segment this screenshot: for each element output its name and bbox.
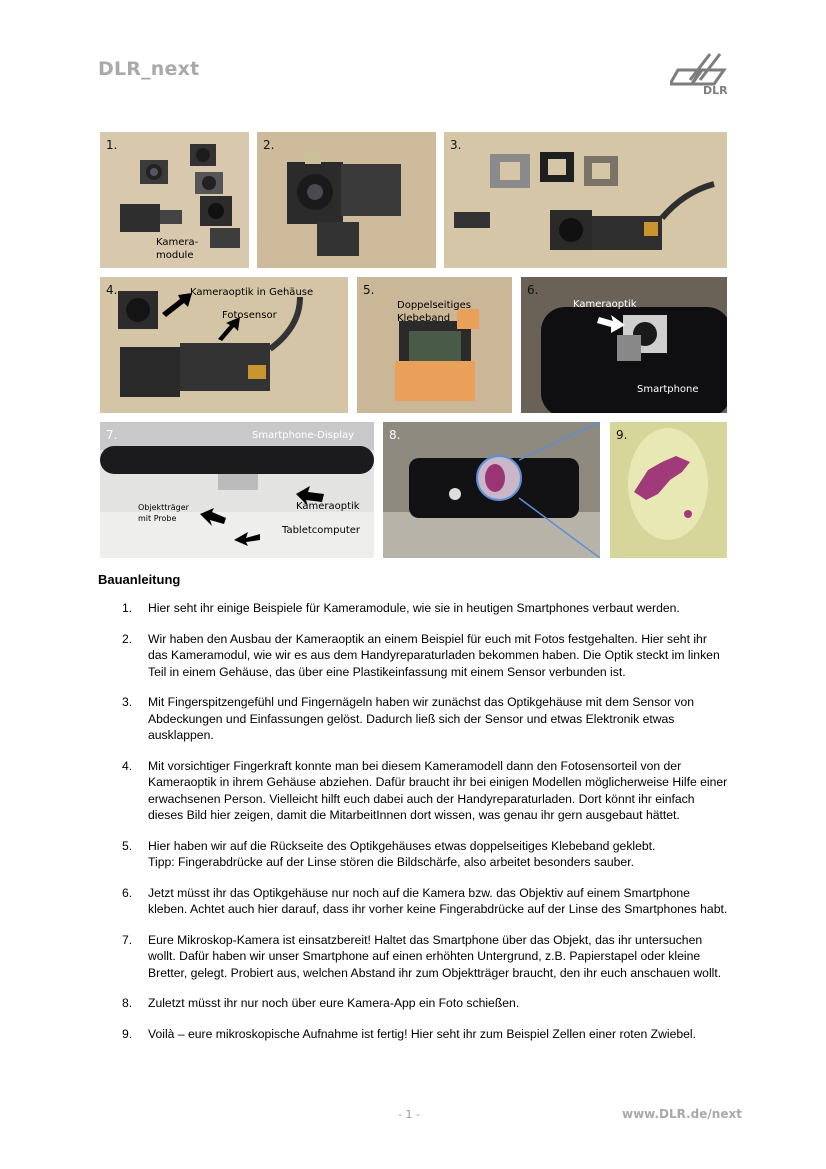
step-number: 3. [122,695,133,709]
step-number: 1. [122,601,133,615]
photo-adhesive-tape-graphic [357,277,512,413]
photo-caption: mit Probe [138,514,177,523]
step-text: Mit vorsichtiger Fingerkraft konnte man bei diesem Kameramodell dann den Fotosensorteil von der Kameraoptik in ihrem Gehäuse abziehen. Dafür braucht ihr bei einigen Modellen möglicherweise Hilfe einer erwachsenen Person. Vielleicht hilft euch dabei auch der Handyreparaturladen. Dort könnt ihr einfach dieses Bild hier zeigen, damit die MitarbeitInnen dort wissen, was genau ihr gern ausgebaut hättet. [148,758,728,822]
photo-number: 3. [450,138,462,152]
step-tip: Tipp: Fingerabdrücke auf der Linse stören die Bildschärfe, also arbeitet besonders sauber. [148,855,634,869]
instruction-list [98,600,728,1056]
photo-number: 2. [263,138,275,152]
photo-camera-app-graphic [383,422,600,558]
step-text: Wir haben den Ausbau der Kameraoptik an einem Beispiel für euch mit Fotos festgehalten. Hier seht ihr das Kameramodul, wie wir es aus dem Handyreparaturladen bekommen haben. Die Optik steckt im linken Teil in einem Gehäuse, das über eine Plastikeinfassung mit einem Sensor verbunden ist. [148,631,720,679]
photo-number: 5. [363,283,375,297]
photo-disassembled-parts [444,132,727,268]
step-number: 7. [122,932,133,947]
photo-number: 4. [106,283,118,297]
photo-number: 7. [106,428,118,442]
photo-onion-cells-graphic [610,422,727,558]
photo-smartphone-optics [521,277,727,413]
list-item [98,885,728,918]
photo-camera-modules [100,132,249,268]
photo-caption: module [156,250,194,261]
step-text: Mit Fingerspitzengefühl und Fingernägeln haben wir zunächst das Optikgehäuse mit dem Sensor von Abdeckungen und Einfassungen gelöst. Dadurch ließ sich der Sensor und etwas Elektronik etwas ausklappen. [148,695,695,742]
photo-caption: Objektträger [138,503,189,512]
step-number: 9. [122,1026,133,1041]
photo-optics-sensor [100,277,348,413]
page-number: - 1 - [398,1108,420,1121]
photo-caption: Fotosensor [222,310,277,321]
list-item [98,694,728,744]
step-text: Voilà – eure mikroskopische Aufnahme ist fertig! Hier seht ihr zum Beispiel Zellen einer roten Zwiebel. [148,1026,697,1041]
list-item [98,631,728,681]
list-item [98,995,728,1012]
photo-adhesive-tape [357,277,512,413]
photo-caption: Kamera- [156,237,199,248]
step-number: 4. [122,758,133,773]
step-text: Hier seht ihr einige Beispiele für Kameramodule, wie sie in heutigen Smartphones verbaut werden. [148,601,680,615]
list-item [98,1026,728,1043]
photo-microscope-setup-graphic [100,422,374,558]
step-number: 5. [122,838,133,853]
photo-disassembled-parts-graphic [444,132,727,268]
photo-caption: Doppelseitiges [397,300,471,311]
photo-microscope-setup [100,422,374,558]
photo-number: 8. [389,428,401,442]
list-item [98,600,728,617]
photo-camera-module-graphic [257,132,436,268]
photo-number: 9. [616,428,628,442]
list-item [98,838,728,871]
step-text: Jetzt müsst ihr das Optikgehäuse nur noch auf die Kamera bzw. das Objektiv auf einem Smartphone kleben. Achtet auch hier darauf, dass ihr vorher keine Fingerabdrücke auf der Linse des Smartphones habt. [148,885,728,916]
photo-number: 1. [106,138,118,152]
step-number: 8. [122,996,133,1010]
list-item [98,932,728,982]
section-title: Bauanleitung [98,572,181,587]
photo-caption: Smartphone [637,384,699,395]
footer-url-link[interactable]: www.DLR.de/next [622,1107,742,1121]
photo-caption: Kameraoptik [296,501,360,512]
step-number: 6. [122,885,133,900]
step-text: Zuletzt müsst ihr nur noch über eure Kamera-App ein Foto schießen. [148,996,520,1010]
photo-caption: Kameraoptik [573,299,637,310]
photo-camera-module [257,132,436,268]
photo-caption: Kameraoptik in Gehäuse [190,287,314,298]
brand-title: DLR_next [98,58,200,80]
list-item [98,758,728,824]
photo-onion-cells [610,422,727,558]
step-text: Hier haben wir auf die Rückseite des Optikgehäuses etwas doppelseitiges Klebeband geklebt. [148,838,656,853]
photo-number: 6. [527,283,539,297]
photo-caption: Klebeband [397,313,451,324]
photo-caption: Smartphone-Display [252,430,355,441]
step-text: Eure Mikroskop-Kamera ist einsatzbereit! Haltet das Smartphone über das Objekt, das ihr untersuchen wollt. Dafür haben wir unser Smartphone auf einen erhöhten Untergrund, z.B. Papierstapel oder kleine Bretter, gelegt. Probiert aus, welchen Abstand ihr zum Objektträger braucht, den ihr euch anschauen wollt. [148,932,722,980]
photo-caption: Tabletcomputer [282,525,361,536]
photo-camera-app [383,422,600,558]
step-number: 2. [122,631,133,646]
logo-text: DLR [703,84,728,97]
